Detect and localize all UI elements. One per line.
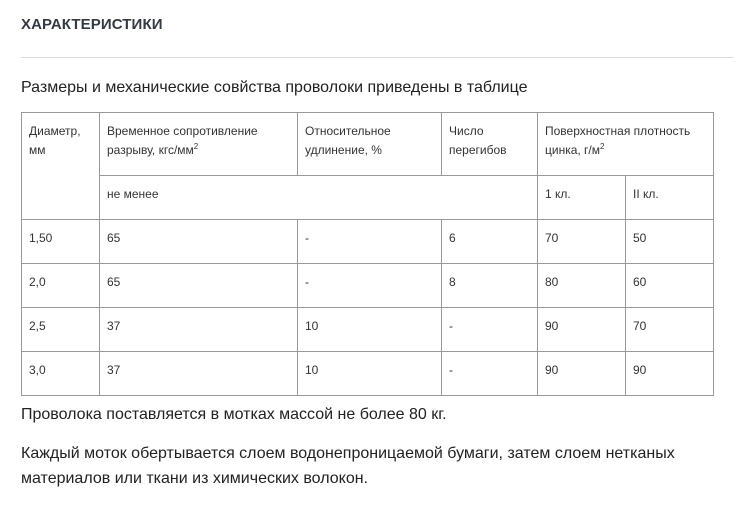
cell-zinc-class2: 50: [626, 220, 714, 264]
header-strength-label: Временное сопротивление разрыву, кгс/мм: [107, 124, 258, 157]
cell-zinc-class2: 60: [626, 264, 714, 308]
cell-strength: 37: [100, 352, 298, 396]
table-row: [22, 220, 714, 264]
cell-bends: 6: [442, 220, 538, 264]
intro-text: Размеры и механические совйства проволоки приведены в таблице: [21, 79, 528, 96]
cell-bends: -: [442, 352, 538, 396]
cell-diameter: 1,50: [22, 220, 100, 264]
cell-diameter: 2,0: [22, 264, 100, 308]
header-strength-sup: 2: [193, 142, 199, 151]
header-min-note: не менее: [100, 176, 538, 220]
header-class2: II кл.: [626, 176, 714, 220]
delivery-paragraph: Проволока поставляется в мотках массой не более 80 кг.: [21, 406, 447, 423]
header-zinc-sup: 2: [600, 142, 605, 151]
cell-bends: 8: [442, 264, 538, 308]
table-subheader-row: [22, 176, 714, 220]
header-zinc: [538, 113, 714, 176]
table-row: [22, 352, 714, 396]
header-diameter: Диаметр, мм: [22, 113, 100, 220]
cell-strength: 65: [100, 220, 298, 264]
divider: [21, 57, 733, 58]
cell-zinc-class1: 70: [538, 220, 626, 264]
cell-zinc-class2: 90: [626, 352, 714, 396]
cell-diameter: 2,5: [22, 308, 100, 352]
packaging-paragraph: Каждый моток обертывается слоем водонепроницаемой бумаги, затем слоем нетканых материалов или ткани из химических волокон.: [21, 445, 675, 487]
header-bends: Число перегибов: [442, 113, 538, 176]
header-elongation: Относительное удлинение, %: [298, 113, 442, 176]
header-zinc-label: Поверхностная плотность цинка, г/м: [545, 124, 691, 157]
cell-zinc-class1: 90: [538, 308, 626, 352]
cell-diameter: 3,0: [22, 352, 100, 396]
cell-zinc-class2: 70: [626, 308, 714, 352]
cell-elongation: 10: [298, 352, 442, 396]
table-row: [22, 264, 714, 308]
header-class1: 1 кл.: [538, 176, 626, 220]
section-title: ХАРАКТЕРИСТИКИ: [21, 16, 163, 33]
cell-zinc-class1: 90: [538, 352, 626, 396]
table-header-row: [22, 113, 714, 176]
header-strength: [100, 113, 298, 176]
cell-elongation: 10: [298, 308, 442, 352]
cell-elongation: -: [298, 264, 442, 308]
cell-strength: 37: [100, 308, 298, 352]
specs-table: [21, 112, 714, 396]
cell-elongation: -: [298, 220, 442, 264]
cell-strength: 65: [100, 264, 298, 308]
cell-bends: -: [442, 308, 538, 352]
cell-zinc-class1: 80: [538, 264, 626, 308]
table-row: [22, 308, 714, 352]
